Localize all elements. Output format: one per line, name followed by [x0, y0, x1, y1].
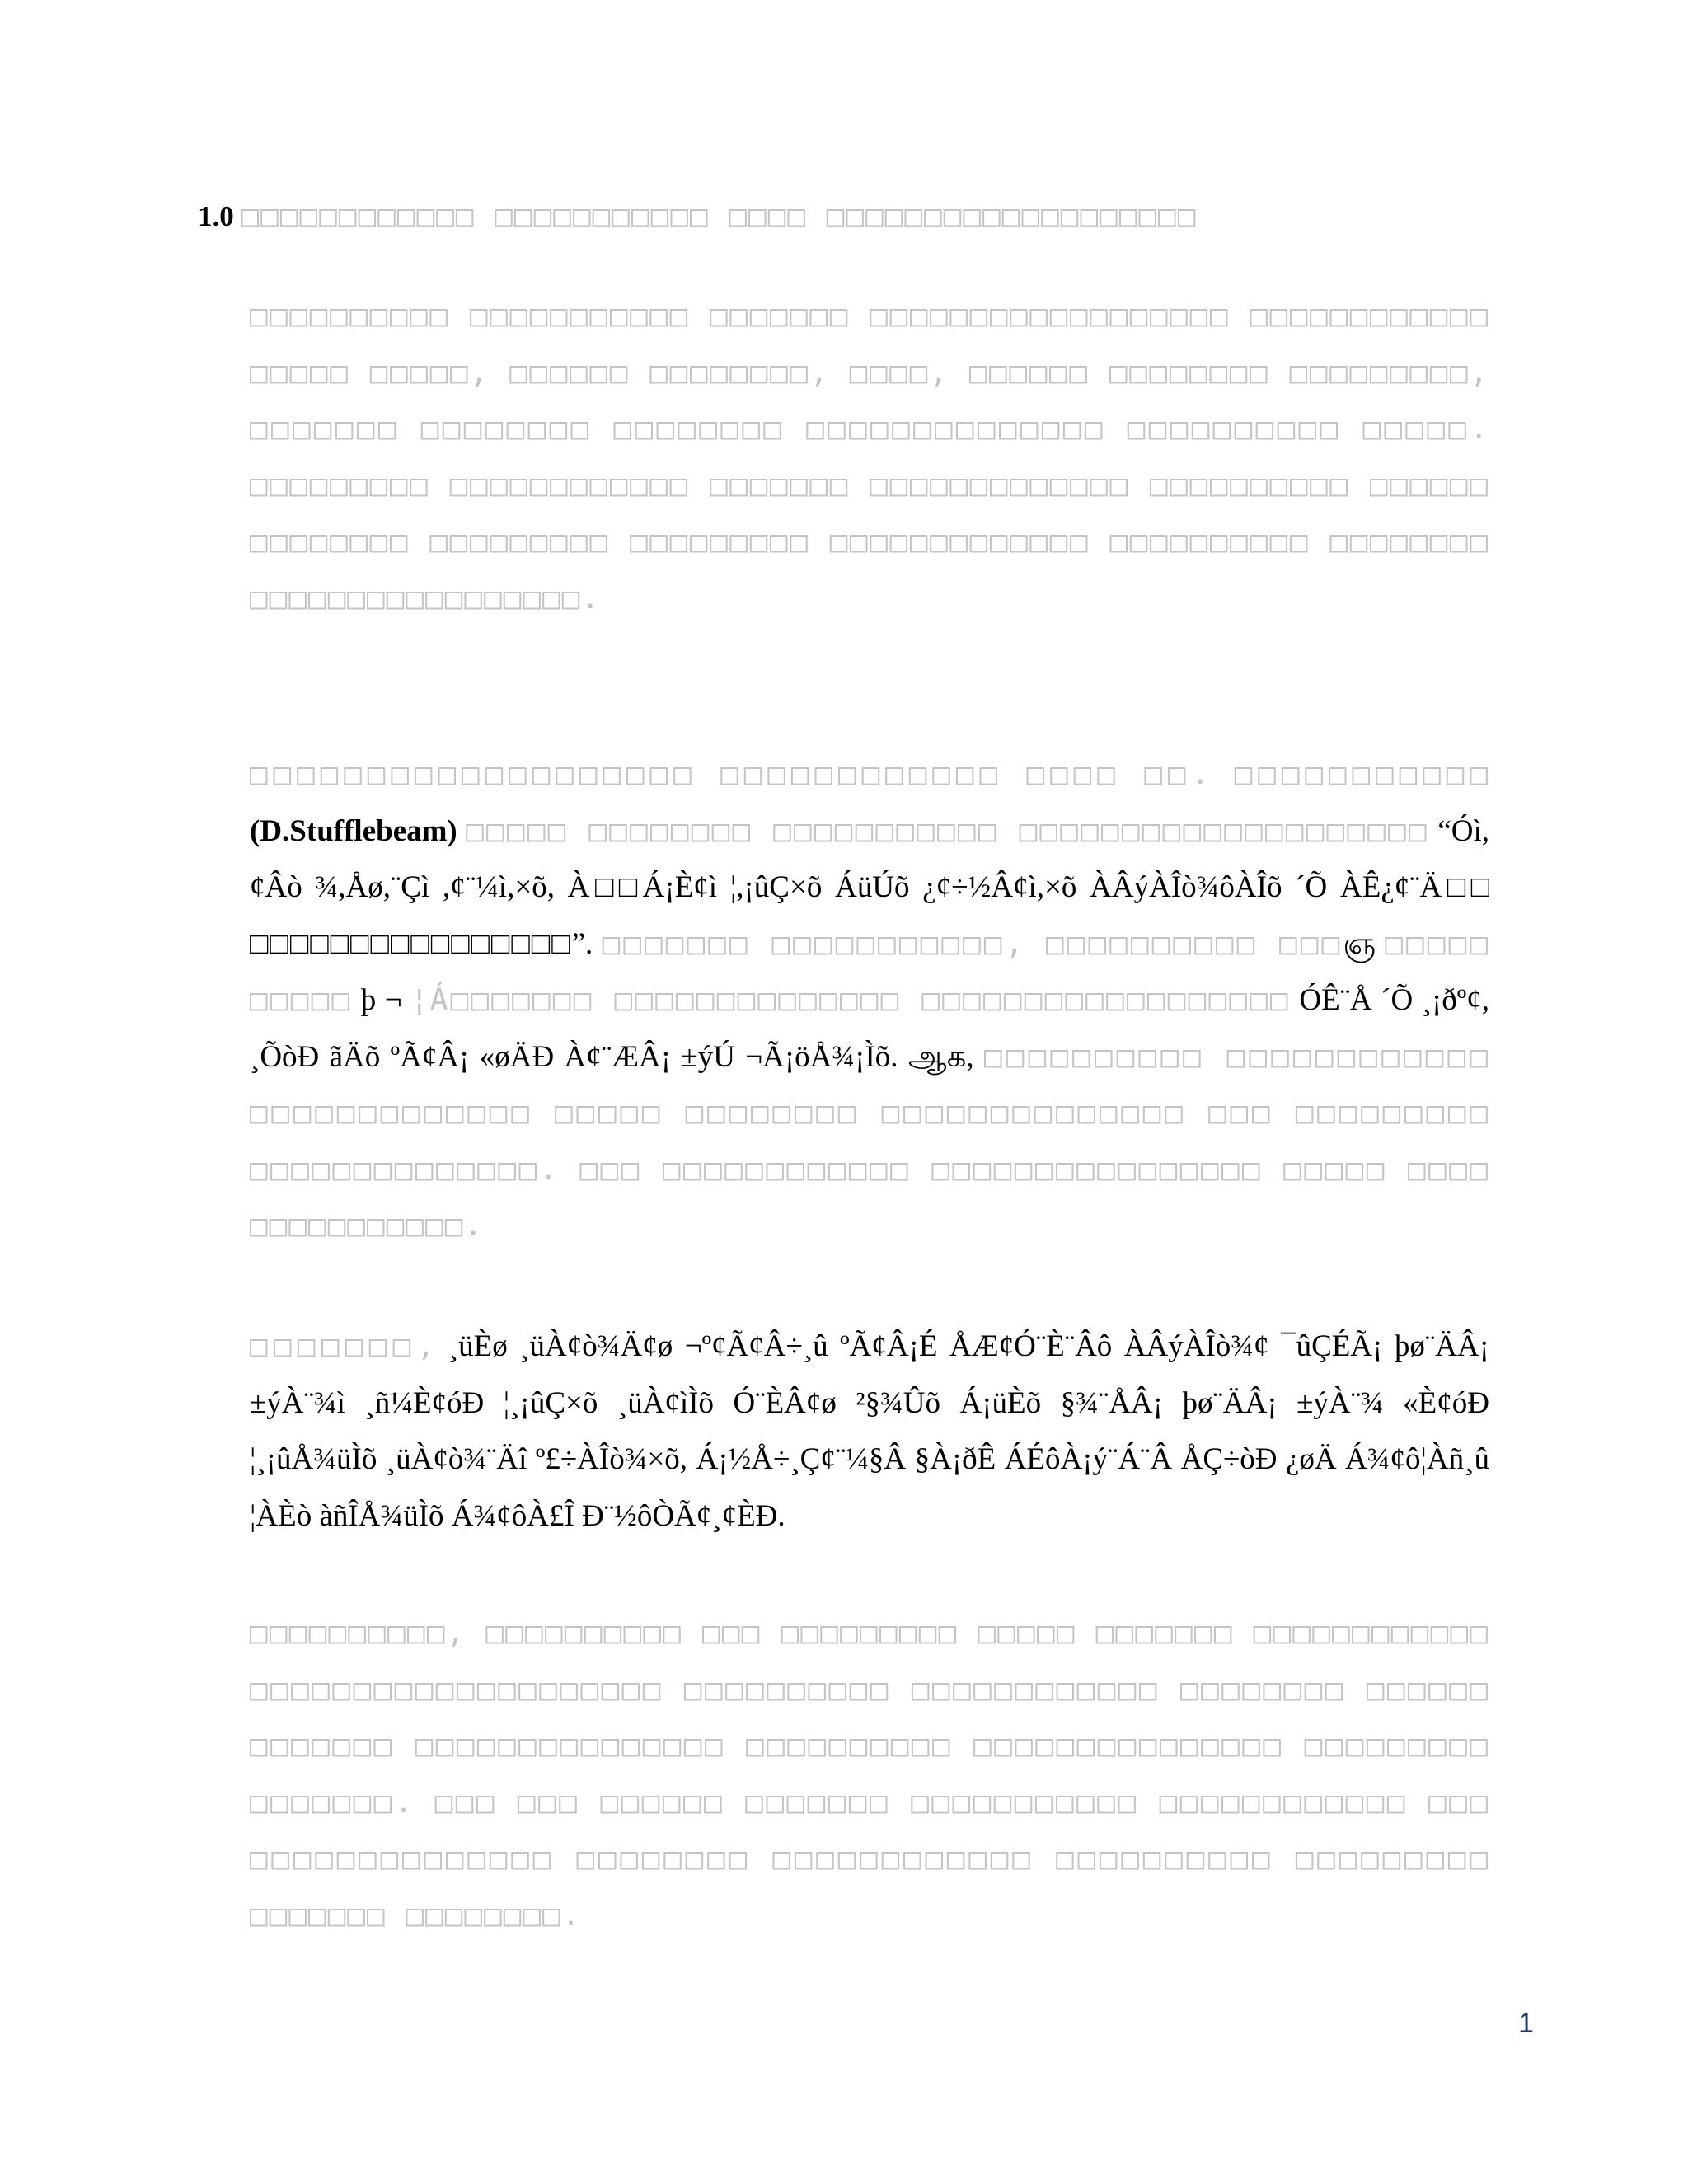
paragraph-3 [250, 1319, 1489, 1544]
paragraph-2-mid-3: □□□□□ □□□□□ [250, 926, 1490, 1017]
paragraph-2-lead: □□□□□□□□□□□□□□□□□□□ □□□□□□□□□□□□ □□□□ □□. □□□□□□□□□□□ [250, 757, 1489, 791]
paragraph-4-text: □□□□□□□□□□, □□□□□□□□□□ □□□ □□□□□□□□□ □□□□□ □□□□□□□ □□□□□□□□□□□□ □□□□□□□□□□□□□□□□□□□□ □□□□□□□□□□ □□□□□□□□□□□□ □□□□□□□□ □□□□□□ □□□□□□□ □□□□□□□□□□□□□□□ □□□□□□□□□□ □□□□□□□□□□□□□□□ □□□□□□□□□ □□□□□□□. □□□ □□□ □□□□□□ □□□□□□□ □□□□□□□□□□□ □□□□□□□□□□□□ □□□ □□□□□□□□□□□□□□ □□□□□□□□ □□□□□□□□□□□□ □□□□□□□□□□ □□□□□□□□□ □□□□□□□ □□□□□□□□. [250, 1616, 1489, 1933]
paragraph-2-quote: “Óì,¢Âò ¾,Åø,¨Çì ,¢¨¼ì,×õ, À□□Á¡È¢ì ¦,¡ûÇ×õ ÁüÚõ ¿¢÷½Â¢ì,×õ ÀÂýÀÎò¾ôÀÎõ ´Õ ÀÊ¿¢¨Ä□□ □□□□□□□□□□□□□□□□”. [250, 813, 1490, 961]
section-title: □□□□□□□□□□□□ □□□□□□□□□□□ □□□□ □□□□□□□□□□□□□□□□□□□ [241, 199, 1198, 233]
paragraph-2-mixed-2: ÓÊ¨Å ´Õ ¸¡ðº¢, ¸ÕòÐ ãÄõ ºÃ¢Â¡ «øÄÐ À¢¨ÆÂ¡ ±ýÚ ¬Ã¡öÅ¾¡Ìõ. [250, 983, 1490, 1074]
tamil-glyph-1: ஞ [1343, 926, 1376, 961]
paragraph-1 [250, 288, 1489, 627]
tamil-glyph-2: ஆக, [907, 1039, 974, 1074]
paragraph-2-mid: □□□□□ □□□□□□□□ □□□□□□□□□□□ □□□□□□□□□□□□□□□□□□□□ [466, 813, 1429, 848]
page-number: 1 [1518, 2008, 1534, 2039]
paragraph-2 [250, 747, 1489, 1255]
author-name: (D.Stufflebeam) [250, 813, 457, 848]
paragraph-2-mid-2: □□□□□□□ □□□□□□□□□□□, □□□□□□□□□□ □□□ [602, 926, 1343, 961]
paragraph-2-mid-4: ¦Á□□□□□□□ □□□□□□□□□□□□□□ □□□□□□□□□□□□□□□□□□ [410, 983, 1291, 1017]
paragraph-3-text: ¸üÈø ¸üÀ¢ò¾Ä¢ø ¬º¢Ã¢Â÷¸û ºÃ¢Â¡É ÅÆ¢Ó¨È¨Âô ÀÂýÀÎò¾¢ ¯ûÇÉÃ¡ þø¨ÄÂ¡ ±ýÀ¨¾ì ¸ñ¼È¢óÐ ¦¸¡ûÇ×õ ¸üÀ¢ìÌõ Ó¨ÈÂ¢ø ²§¾Ûõ Á¡üÈõ §¾¨ÅÂ¡ þø¨ÄÂ¡ ±ýÀ¨¾ «È¢óÐ ¦¸¡ûÅ¾üÌõ ¸üÀ¢ò¾¨Äî º£÷ÀÎò¾×õ, Á¡½Å÷¸Ç¢¨¼§Â §À¡ðÊ ÁÉôÀ¡ý¨Á¨Â ÅÇ÷òÐ ¿øÄ Á¾¢ô¦Àñ¸û ¦ÀÈò àñÎÅ¾üÌõ Á¾¢ôÀ£Î Ð¨½ôÒÃ¢¸¢ÈÐ. [250, 1329, 1489, 1533]
section-heading [198, 196, 1500, 237]
symbol-glyphs: þ ¬ [360, 983, 402, 1017]
section-number: 1.0 [198, 200, 234, 232]
paragraph-2-tail: □□□□□□□□□□ □□□□□□□□□□□□ □□□□□□□□□□□□□ □□□□□ □□□□□□□□ □□□□□□□□□□□□□□ □□□ □□□□□□□□□ □□□□□□□□□□□□□□. □□□ □□□□□□□□□□□□ □□□□□□□□□□□□□□□□ □□□□□ □□□□ □□□□□□□□□□□. [250, 1039, 1490, 1243]
paragraph-4 [250, 1605, 1489, 1944]
paragraph-3-lead: □□□□□□□, [250, 1329, 437, 1363]
paragraph-1-text: □□□□□□□□□□ □□□□□□□□□□□ □□□□□□□ □□□□□□□□□□□□□□□□□□ □□□□□□□□□□□□ □□□□□ □□□□□, □□□□□□ □□□□□□□□, □□□□, □□□□□□ □□□□□□□□ □□□□□□□□□, □□□□□□□ □□□□□□□□ □□□□□□□□ □□□□□□□□□□□□□□ □□□□□□□□□□ □□□□□. □□□□□□□□□ □□□□□□□□□□□□ □□□□□□□ □□□□□□□□□□□□□ □□□□□□□□□□ □□□□□□ □□□□□□□□ □□□□□□□□□ □□□□□□□□□ □□□□□□□□□□□□□ □□□□□□□□□□ □□□□□□□□ □□□□□□□□□□□□□□□□□. [250, 299, 1489, 616]
